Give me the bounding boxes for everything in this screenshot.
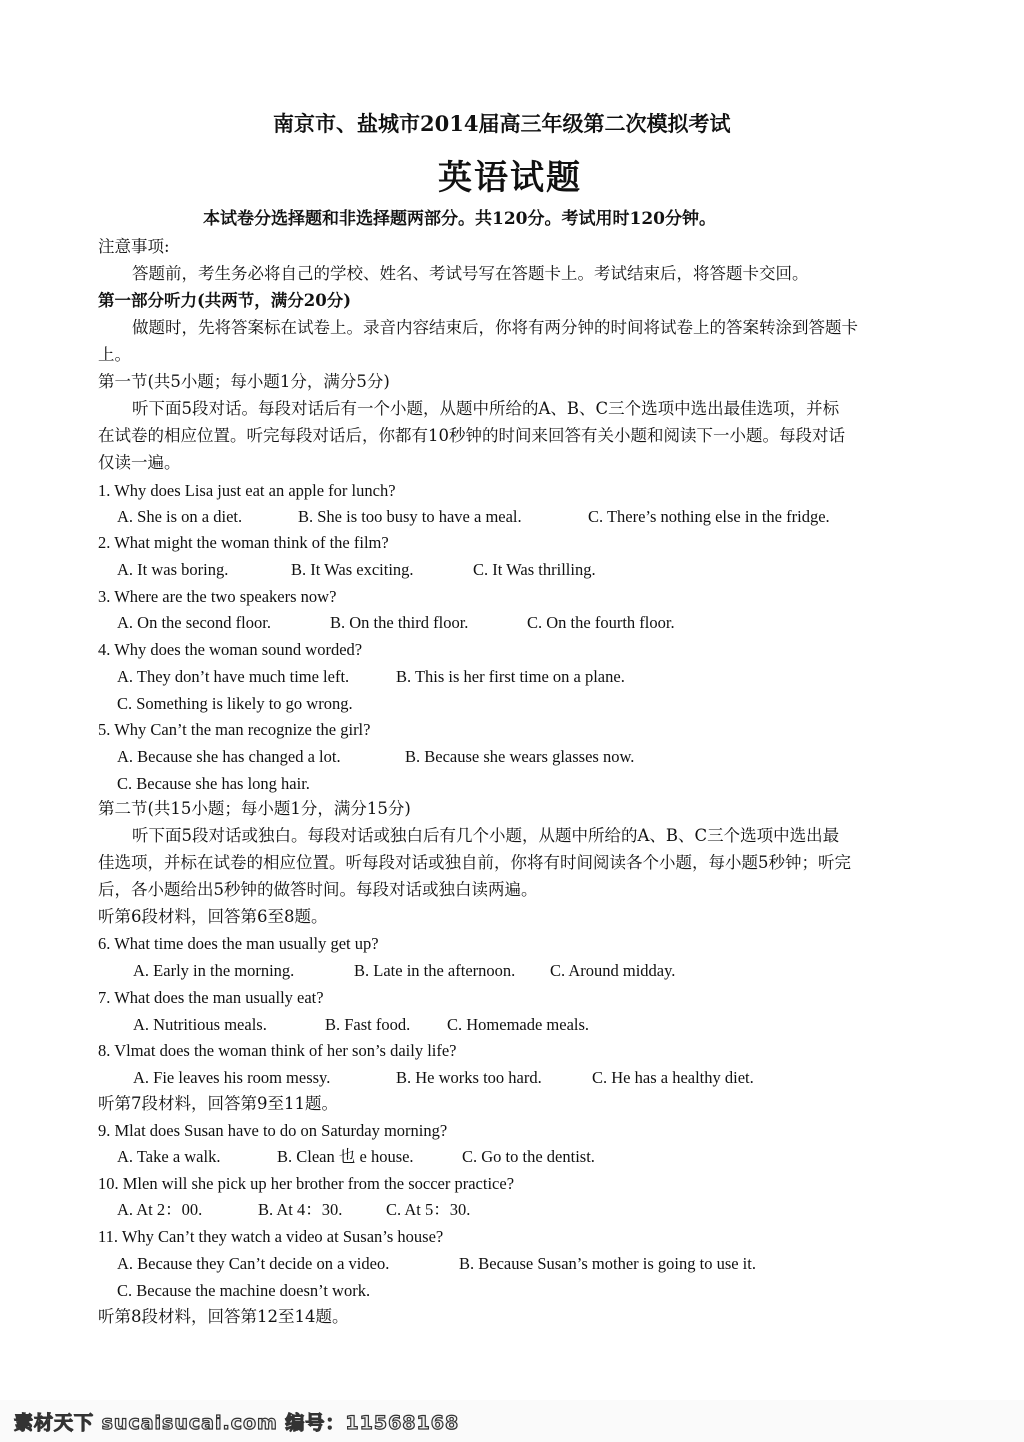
option-c: C. There’s nothing else in the fridge. [588,507,830,526]
option-c: C. Something is likely to go wrong. [117,694,353,713]
section2-intro-line2: 佳选项，并标在试卷的相应位置。听每段对话或独自前，你将有时间阅读各个小题，每小题5秒钟；听完 [98,853,851,872]
option-b: B. At 4：30. [258,1200,343,1219]
question-stem: 8. Vlmat does the woman think of her son’s daily life? [98,1041,457,1060]
watermark-text: 素材天下 sucaisucai.com 编号：11568168 [14,1412,460,1434]
option-a: A. Early in the morning. [133,961,295,980]
option-c: C. Go to the dentist. [462,1147,595,1166]
question-stem: 5. Why Can’t the man recognize the girl? [98,720,371,739]
option-c: C. Homemade meals. [447,1015,590,1034]
notice-label: 注意事项: [98,237,170,256]
option-b: B. Because Susan’s mother is going to use it. [459,1254,756,1273]
exam-title: 南京市、盐城市2014届高三年级第二次模拟考试 [273,111,731,136]
option-a: A. Because she has changed a lot. [117,747,341,766]
option-b: B. This is her first time on a plane. [396,667,625,686]
option-b: B. He works too hard. [396,1068,542,1087]
option-a: A. She is on a diet. [117,507,243,526]
section1-intro-line1: 听下面5段对话。每段对话后有一个小题，从题中所给的A、B、C三个选项中选出最佳选项，并标 [132,399,840,418]
option-a: A. It was boring. [117,560,229,579]
part1-heading: 第一部分听力(共两节，满分20分) [98,291,352,310]
section1-heading: 第一节(共5小题；每小题1分，满分5分) [98,372,390,391]
option-a: A. Nutritious meals. [133,1015,267,1034]
section2-intro-line1: 听下面5段对话或独白。每段对话或独白后有几个小题，从题中所给的A、B、C三个选项中选出最 [132,826,840,845]
question-stem: 7. What does the man usually eat? [98,988,324,1007]
section2-heading: 第二节(共15小题；每小题1分，满分15分) [98,799,411,818]
option-c: C. Because the machine doesn’t work. [117,1281,371,1300]
option-c: C. Because she has long hair. [117,774,310,793]
material-6-note: 听第6段材料，回答第6至8题。 [98,907,328,926]
material-7-note: 听第7段材料，回答第9至11题。 [98,1094,338,1113]
option-c: C. It Was thrilling. [473,560,596,579]
question-stem: 11. Why Can’t they watch a video at Susan’s house? [98,1227,444,1246]
part1-intro-line1: 做题时，先将答案标在试卷上。录音内容结束后，你将有两分钟的时间将试卷上的答案转涂到答题卡 [132,318,858,337]
option-b: B. On the third floor. [330,613,469,632]
exam-subtitle: 本试卷分选择题和非选择题两部分。共120分。考试用时120分钟。 [203,209,716,229]
option-a: A. On the second floor. [117,613,271,632]
question-stem: 10. Mlen will she pick up her brother from the soccer practice? [98,1174,515,1193]
option-c: C. He has a healthy diet. [592,1068,754,1087]
option-a: A. At 2：00. [117,1200,203,1219]
question-stem: 3. Where are the two speakers now? [98,587,337,606]
notice-text: 答题前，考生务必将自己的学校、姓名、考试号写在答题卡上。考试结束后，将答题卡交回。 [132,264,809,283]
option-b: B. Because she wears glasses now. [405,747,635,766]
option-c: C. Around midday. [550,961,676,980]
subject-title: 英语试题 [438,158,582,198]
section1-intro-line3: 仅读一遍。 [98,453,181,472]
option-a: A. They don’t have much time left. [117,667,350,686]
option-b: B. Fast food. [325,1015,411,1034]
option-a: A. Fie leaves his room messy. [133,1068,331,1087]
option-a: A. Because they Can’t decide on a video. [117,1254,390,1273]
part1-intro-line2: 上。 [98,345,131,364]
question-stem: 6. What time does the man usually get up? [98,934,379,953]
section1-intro-line2: 在试卷的相应位置。听完每段对话后，你都有10秒钟的时间来回答有关小题和阅读下一小题。每段对话 [98,426,845,445]
question-stem: 2. What might the woman think of the film? [98,533,389,552]
option-b: B. It Was exciting. [291,560,414,579]
question-stem: 4. Why does the woman sound worded? [98,640,363,659]
section2-intro-line3: 后，各小题给出5秒钟的做答时间。每段对话或独白读两遍。 [98,880,538,899]
question-stem: 9. Mlat does Susan have to do on Saturday morning? [98,1121,448,1140]
option-c: C. At 5：30. [386,1200,471,1219]
material-8-note: 听第8段材料，回答第12至14题。 [98,1307,349,1326]
option-c: C. On the fourth floor. [527,613,675,632]
option-b: B. Late in the afternoon. [354,961,516,980]
question-stem: 1. Why does Lisa just eat an apple for lunch? [98,481,396,500]
option-b: B. Clean 也 e house. [277,1147,414,1166]
option-a: A. Take a walk. [117,1147,221,1166]
option-b: B. She is too busy to have a meal. [298,507,522,526]
